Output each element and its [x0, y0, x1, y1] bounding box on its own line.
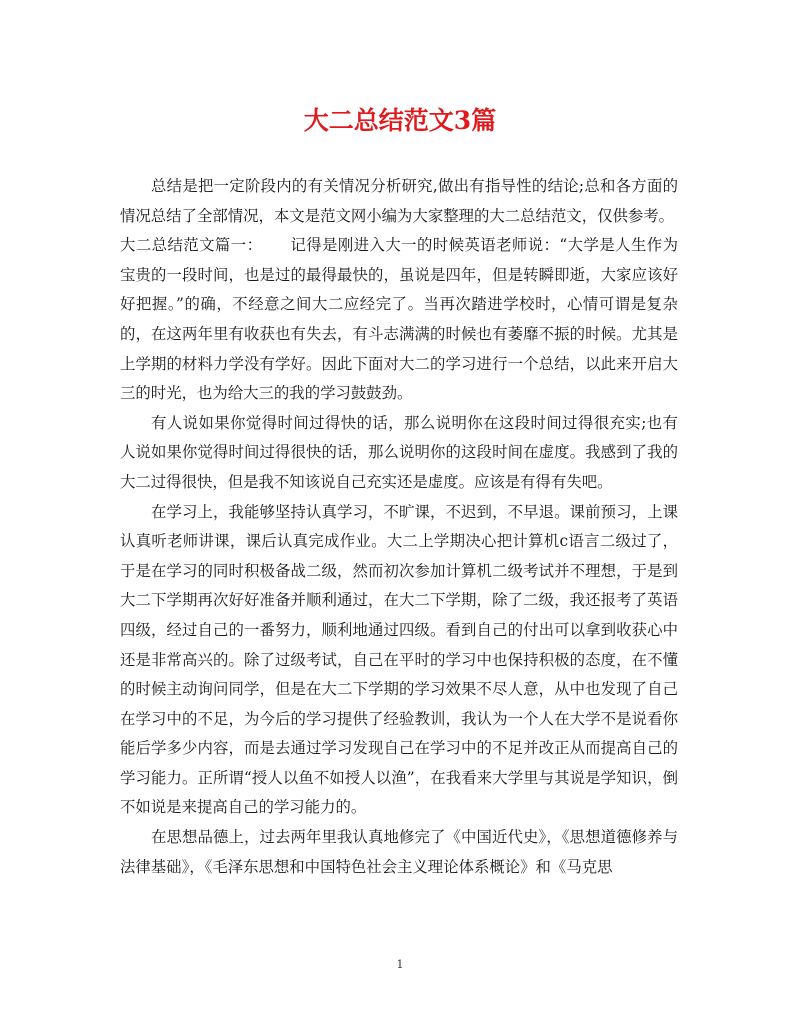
section-one-label: 大二总结范文篇一：: [120, 236, 263, 255]
document-title: 大二总结范文3篇: [303, 106, 497, 135]
intro-paragraph: 总结是把一定阶段内的有关情况分析研究,做出有指导性的结论;总和各方面的情况总结了全部情况，本文是范文网小编为大家整理的大二总结范文，仅供参考。: [120, 177, 678, 225]
study-paragraph: 在学习上，我能够坚持认真学习，不旷课，不迟到，不早退。课前预习，上课认真听老师讲课，课后认真完成作业。大二上学期决心把计算机c语言二级过了，于是在学习的同时积极备战二级，然而初次参加计算机二级考试并不理想，于是到大二下学期再次好好准备并顺利通过，在大二下学期，除了二级，我还报考了英语四级，经过自己的一番努力，顺利地通过四级。看到自己的付出可以拿到收获心中还是非常高兴的。除了过级考试，自己在平时的学习中也保持积极的态度，在不懂的时候主动询问同学，但是在大二下学期的学习效果不尽人意，从中也发现了自己在学习中的不足，为今后的学习提供了经验教训，我认为一个人在大学不是说看你能后学多少内容，而是去通过学习发现自己在学习中的不足并改正从而提高自己的学习能力。正所谓“授人以鱼不如授人以渔”，在我看来大学里与其说是学知识，倒不如说是来提高自己的学习能力的。: [120, 502, 678, 817]
time-paragraph: 有人说如果你觉得时间过得快的话，那么说明你在这段时间过得很充实;也有人说如果你觉得时间过得很快的话，那么说明你的这段时间在虚度。我感到了我的大二过得很快，但是我不知该说自己充实还是虚度。应该是有得有失吧。: [120, 413, 678, 491]
document-body: [120, 172, 678, 882]
ideology-paragraph: 在思想品德上，过去两年里我认真地修完了《中国近代史》，《思想道德修养与法律基础》，《毛泽东思想和中国特色社会主义理论体系概论》和《马克思: [120, 828, 678, 876]
section-one-text: 记得是刚进入大一的时候英语老师说：“大学是人生作为宝贵的一段时间，也是过的最得最快的，虽说是四年，但是转瞬即逝，大家应该好好把握。”的确，不经意之间大二应经完了。当再次踏进学校时，心情可谓是复杂的，在这两年里有收获也有失去，有斗志满满的时候也有萎靡不振的时候。尤其是上学期的材料力学没有学好。因此下面对大二的学习进行一个总结，以此来开启大三的时光，也为给大三的我的学习鼓鼓劲。: [120, 236, 678, 403]
section-one-paragraph: [120, 231, 678, 409]
page-number: 1: [396, 958, 404, 971]
